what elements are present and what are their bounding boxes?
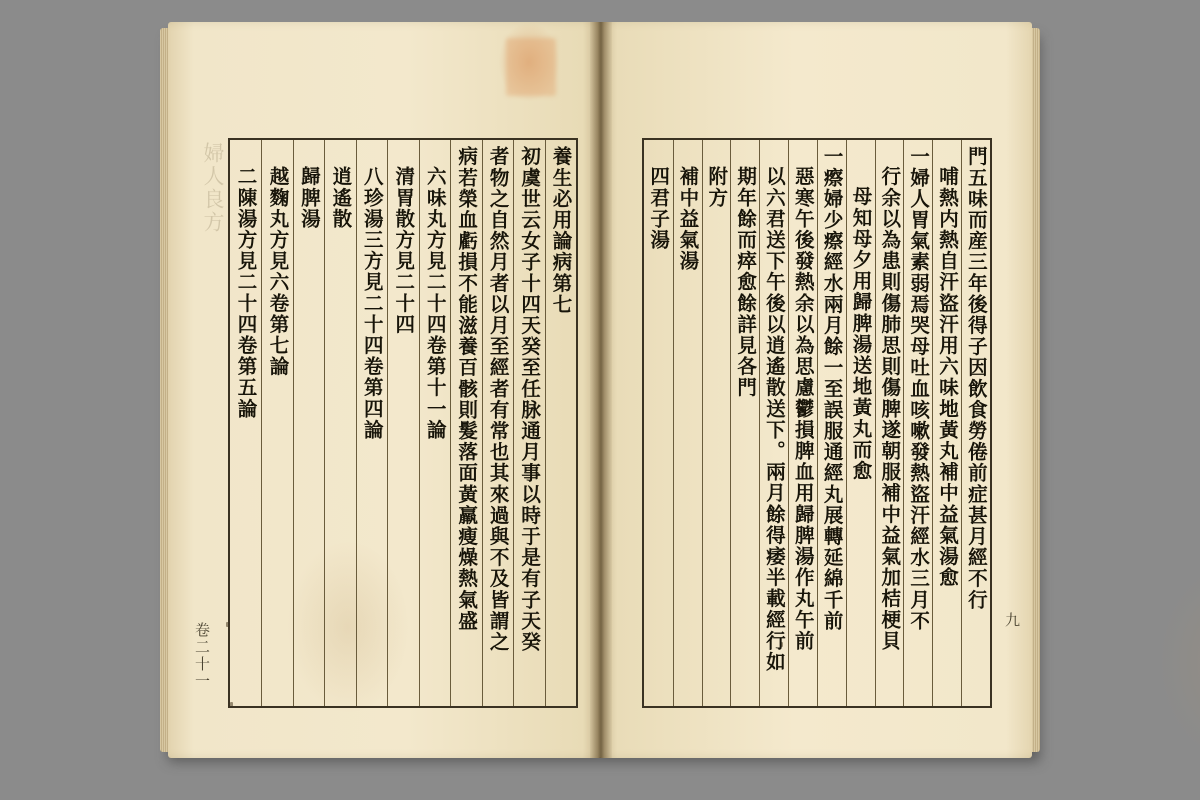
text-column — [293, 140, 324, 706]
right-margin-note: 九 — [1003, 612, 1021, 629]
book-gutter — [590, 22, 612, 758]
text-column — [702, 140, 731, 706]
column-text: 母知母夕用歸脾湯送地黃丸而愈 — [849, 186, 873, 482]
column-text: 者物之自然月者以月至經者有常也其來過與不及皆謂之 — [486, 146, 510, 653]
text-column — [545, 140, 576, 706]
text-column — [230, 140, 261, 706]
text-column — [903, 140, 932, 706]
column-text: 附方 — [705, 166, 729, 209]
text-column — [482, 140, 513, 706]
column-text: 一婦人胃氣素弱焉哭母吐血咳嗽發熱盜汗經水三月不 — [907, 146, 931, 632]
stain-foxing-bottom-right — [1160, 562, 1200, 762]
text-column — [759, 140, 788, 706]
text-column — [932, 140, 961, 706]
text-column — [730, 140, 759, 706]
column-text: 初虞世云女子十四天癸至任脉通月事以時于是有子天癸 — [518, 146, 542, 653]
text-column — [324, 140, 355, 706]
text-column — [817, 140, 846, 706]
column-text: 哺熱内熱自汗盜汗用六味地黃丸補中益氣湯愈 — [935, 166, 959, 588]
stain-orange-blot — [506, 38, 556, 96]
left-margin-note: 卷二十一 — [193, 622, 211, 690]
right-columns — [644, 140, 990, 706]
column-text: 歸脾湯 — [297, 166, 321, 230]
text-column — [788, 140, 817, 706]
right-page — [600, 22, 1032, 758]
column-text: 一瘵婦少瘵經水兩月餘一至誤服通經丸展轉延綿千前 — [820, 146, 844, 632]
text-column — [387, 140, 418, 706]
left-page — [168, 22, 600, 758]
column-text: 門五味而産三年後得子因飲食勞倦前症甚月經不行 — [964, 146, 988, 611]
column-text: 以六君送下午後以逍遙散送下。兩月餘得痿半載經行如 — [762, 166, 786, 673]
text-column — [356, 140, 387, 706]
text-column — [961, 140, 990, 706]
column-text: 四君子湯 — [647, 166, 671, 251]
open-book — [160, 22, 1040, 764]
column-text: 補中益氣湯 — [676, 166, 700, 272]
text-column — [875, 140, 904, 706]
text-column — [419, 140, 450, 706]
column-text: 病若榮血虧損不能滋養百骸則髮落面黃羸瘦燥熱氣盛 — [455, 146, 479, 632]
column-text: 八珍湯三方見二十四卷第四論 — [360, 166, 384, 441]
show-through-text-left: 婦人良方 — [201, 142, 225, 234]
column-text: 行余以為患則傷肺思則傷脾遂朝服補中益氣加桔梗貝 — [878, 166, 902, 652]
text-column — [450, 140, 481, 706]
column-text: 養生必用論病第七 — [549, 146, 573, 315]
column-text: 期年餘而瘁愈餘詳見各門 — [734, 166, 758, 399]
text-column — [673, 140, 702, 706]
right-text-frame — [642, 138, 992, 708]
column-text: 清胃散方見二十四 — [392, 166, 416, 335]
text-column — [261, 140, 292, 706]
column-text: 越麴丸方見六卷第七論 — [266, 166, 290, 377]
column-text: 逍遙散 — [329, 166, 353, 230]
stain-orange-halo — [498, 22, 560, 102]
text-column — [644, 140, 673, 706]
left-columns — [230, 140, 576, 706]
left-text-frame — [228, 138, 578, 708]
text-column — [846, 140, 875, 706]
column-text: 六味丸方見二十四卷第十一論 — [423, 166, 447, 441]
column-text: 惡寒午後發熱余以為思慮鬱損脾血用歸脾湯作丸午前 — [791, 166, 815, 652]
column-text: 二陳湯方見二十四卷第五論 — [234, 166, 258, 420]
text-column — [513, 140, 544, 706]
